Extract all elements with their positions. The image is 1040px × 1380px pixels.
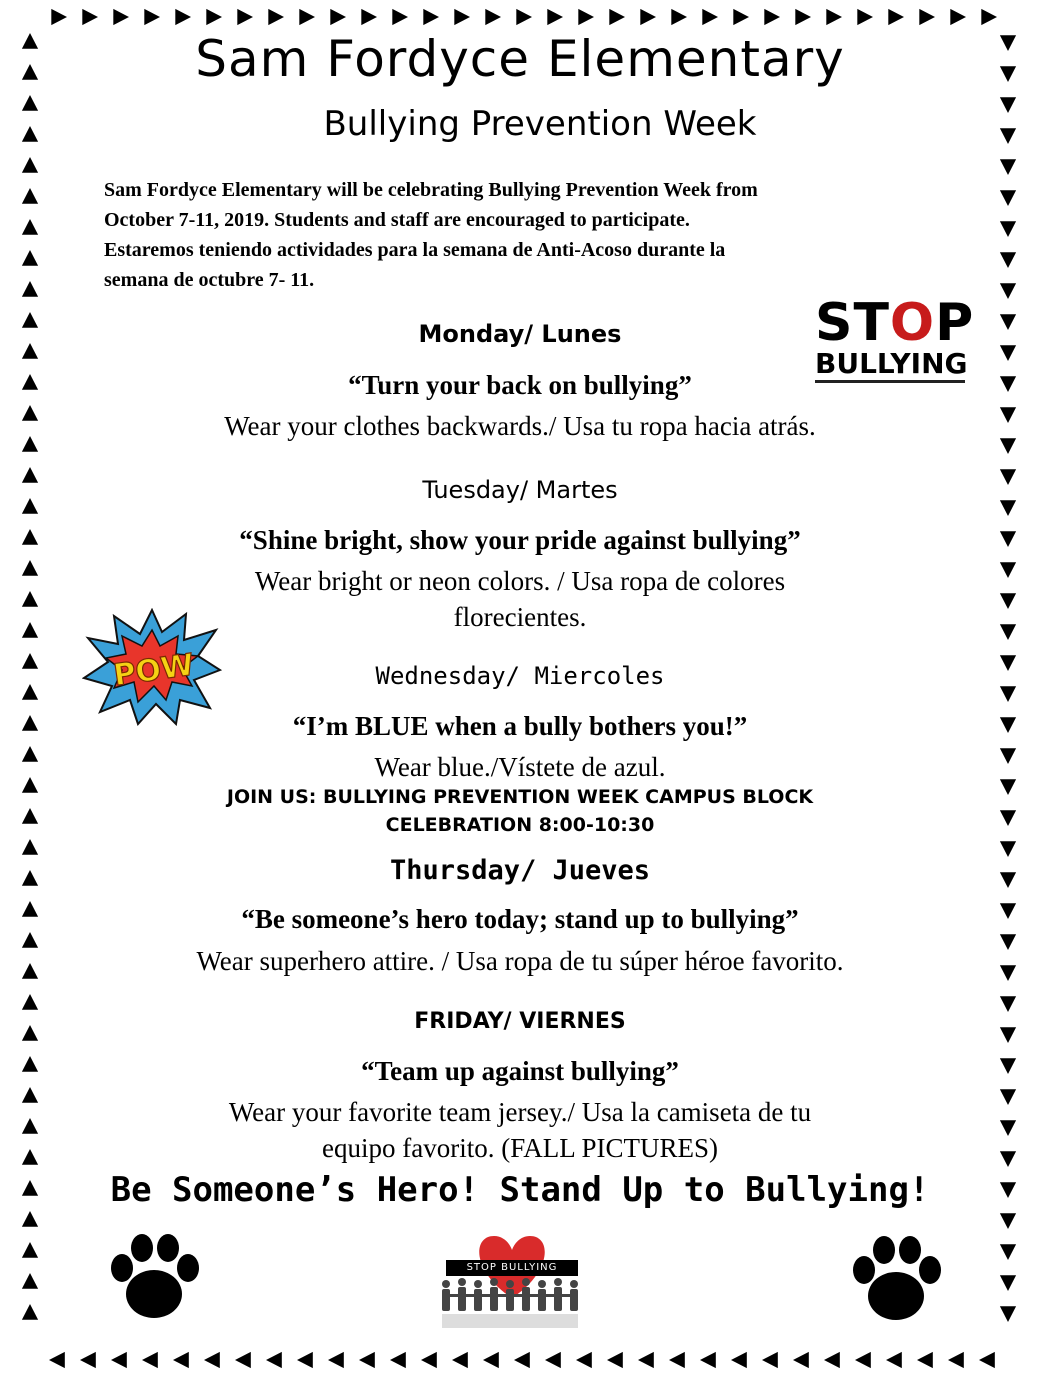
border-triangle	[113, 9, 129, 25]
border-triangle	[299, 9, 315, 25]
border-triangle	[640, 9, 656, 25]
border-triangle	[421, 1352, 437, 1368]
paw-print-icon	[104, 1228, 204, 1328]
border-triangle	[919, 9, 935, 25]
border-triangle	[578, 9, 594, 25]
detail-monday: Wear your clothes backwards./ Usa tu ropa hacia atrás.	[224, 411, 816, 441]
border-triangle	[22, 219, 38, 235]
slogan-thursday: “Be someone’s hero today; stand up to bullying”	[241, 904, 799, 934]
stop-logo-text: ST	[815, 293, 890, 353]
border-triangle	[795, 9, 811, 25]
paw-print-icon	[846, 1230, 946, 1330]
border-triangle	[793, 1352, 809, 1368]
border-triangle	[483, 1352, 499, 1368]
border-triangle	[1000, 252, 1016, 268]
border-triangle	[1000, 221, 1016, 237]
border-triangle	[297, 1352, 313, 1368]
border-triangle	[22, 1211, 38, 1227]
border-triangle	[235, 1352, 251, 1368]
border-triangle	[609, 9, 625, 25]
slogan-friday: “Team up against bullying”	[361, 1056, 679, 1086]
border-triangle	[359, 1352, 375, 1368]
detail-friday-2: equipo favorito. (FALL PICTURES)	[322, 1133, 718, 1163]
border-triangle	[237, 9, 253, 25]
stop-logo-word: BULLYING	[815, 348, 965, 383]
border-triangle	[1000, 1275, 1016, 1291]
pow-text: POW	[111, 647, 197, 694]
border-triangle	[142, 1352, 158, 1368]
border-triangle	[206, 9, 222, 25]
border-triangle	[51, 9, 67, 25]
intro-line: Sam Fordyce Elementary will be celebrating Bullying Prevention Week from	[104, 179, 758, 201]
intro-paragraph	[104, 175, 944, 295]
detail-tuesday: Wear bright or neon colors. / Usa ropa de colores	[254, 566, 786, 596]
border-triangle	[886, 1352, 902, 1368]
stop-bullying-heart-graphic	[432, 1232, 592, 1340]
border-triangle	[514, 1352, 530, 1368]
stop-logo-hand: O	[889, 293, 936, 353]
border-triangle	[144, 9, 160, 25]
border-triangle	[392, 9, 408, 25]
border-triangle	[390, 1352, 406, 1368]
border-triangle	[1000, 1244, 1016, 1260]
detail-thursday: Wear superhero attire. / Usa ropa de tu súper héroe favorito.	[196, 946, 844, 976]
border-triangle	[82, 9, 98, 25]
border-triangle	[22, 1242, 38, 1258]
day-thursday: Thursday/ Jueves	[389, 855, 651, 886]
border-triangle	[452, 1352, 468, 1368]
border-triangle	[702, 9, 718, 25]
border-triangle	[111, 1352, 127, 1368]
border-triangle	[950, 9, 966, 25]
border-triangle	[857, 9, 873, 25]
border-triangle	[981, 9, 997, 25]
border-triangle	[22, 1273, 38, 1289]
border-triangle	[22, 994, 38, 1010]
border-triangle	[917, 1352, 933, 1368]
border-triangle	[826, 9, 842, 25]
border-triangle	[22, 1304, 38, 1320]
day-monday: Monday/ Lunes	[418, 320, 622, 348]
border-triangle	[22, 188, 38, 204]
border-triangle	[1000, 283, 1016, 299]
border-triangle	[516, 9, 532, 25]
detail-wednesday: Wear blue./Vístete de azul.	[374, 752, 666, 782]
border-triangle	[1000, 190, 1016, 206]
stop-bullying-banner: STOP BULLYING	[446, 1260, 578, 1276]
intro-line: Estaremos teniendo actividades para la semana de Anti-Acoso durante la	[104, 239, 726, 261]
school-title: Sam Fordyce Elementary	[195, 30, 845, 88]
slogan-wednesday: “I’m BLUE when a bully bothers you!”	[292, 711, 748, 741]
border-triangle	[762, 1352, 778, 1368]
border-triangle	[204, 1352, 220, 1368]
join-us-notice-2: CELEBRATION 8:00-10:30	[385, 814, 655, 836]
border-triangle	[671, 9, 687, 25]
border-triangle	[361, 9, 377, 25]
intro-line: October 7-11, 2019. Students and staff are encouraged to participate.	[104, 209, 690, 231]
border-triangle	[731, 1352, 747, 1368]
day-tuesday: Tuesday/ Martes	[422, 476, 618, 504]
border-triangle	[423, 9, 439, 25]
border-triangle	[1000, 1306, 1016, 1322]
stop-logo-text: P	[935, 293, 975, 353]
border-triangle	[268, 9, 284, 25]
border-triangle	[22, 250, 38, 266]
day-wednesday: Wednesday/ Miercoles	[375, 662, 665, 690]
border-triangle	[173, 1352, 189, 1368]
border-triangle	[49, 1352, 65, 1368]
intro-line: semana de octubre 7- 11.	[104, 269, 315, 291]
border-triangle	[1000, 159, 1016, 175]
border-triangle	[330, 9, 346, 25]
border-triangle	[948, 1352, 964, 1368]
detail-friday: Wear your favorite team jersey./ Usa la camiseta de tu	[228, 1097, 812, 1127]
border-triangle	[733, 9, 749, 25]
border-triangle	[855, 1352, 871, 1368]
slogan-tuesday: “Shine bright, show your pride against bullying”	[239, 525, 801, 555]
event-subtitle: Bullying Prevention Week	[323, 104, 757, 144]
border-triangle	[266, 1352, 282, 1368]
slogan-monday: “Turn your back on bullying”	[348, 370, 692, 400]
border-triangle	[979, 1352, 995, 1368]
border-triangle	[454, 9, 470, 25]
people-silhouettes-icon	[442, 1278, 578, 1311]
border-triangle	[80, 1352, 96, 1368]
border-triangle	[638, 1352, 654, 1368]
border-triangle	[22, 839, 38, 855]
border-triangle	[22, 281, 38, 297]
border-triangle	[175, 9, 191, 25]
footer-slogan: Be Someone’s Hero! Stand Up to Bullying!	[110, 1170, 930, 1210]
border-triangle	[700, 1352, 716, 1368]
day-friday: FRIDAY/ VIERNES	[414, 1009, 626, 1034]
border-triangle	[328, 1352, 344, 1368]
border-triangle	[669, 1352, 685, 1368]
border-triangle	[824, 1352, 840, 1368]
border-triangle	[1000, 1213, 1016, 1229]
detail-tuesday-2: florecientes.	[453, 602, 587, 632]
border-triangle	[547, 9, 563, 25]
border-triangle	[888, 9, 904, 25]
border-triangle	[607, 1352, 623, 1368]
join-us-notice: JOIN US: BULLYING PREVENTION WEEK CAMPUS BLOCK	[226, 786, 814, 808]
border-triangle	[764, 9, 780, 25]
border-triangle	[576, 1352, 592, 1368]
border-triangle	[22, 157, 38, 173]
heart-icon	[432, 1232, 592, 1340]
border-triangle	[485, 9, 501, 25]
border-triangle	[545, 1352, 561, 1368]
